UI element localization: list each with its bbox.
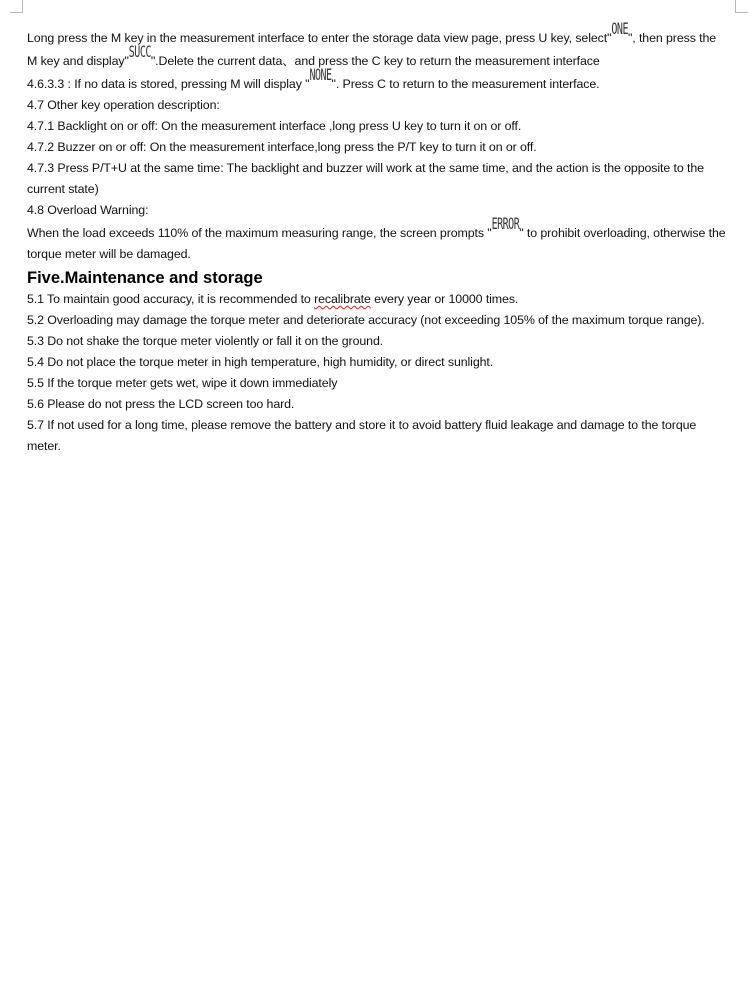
paragraph-4-7-1: 4.7.1 Backlight on or off: On the measurement interface ,long press U key to turn it on or off. xyxy=(27,119,522,133)
paragraph-5-2: 5.2 Overloading may damage the torque meter and deteriorate accuracy (not exceeding 105% of the maximum torque range). xyxy=(27,313,705,327)
text-segment: press the M key and display" xyxy=(27,31,717,68)
text-segment: Long press the M key in the measurement interface to enter the storage data view page, press U key, select" xyxy=(27,31,612,45)
paragraph-5-7: 5.7 If not used for a long time, please remove the battery and store it to avoid battery fluid leakage and damage to the torque meter. xyxy=(27,418,697,453)
paragraph-storage-view xyxy=(27,21,727,72)
lcd-display-none: NONE xyxy=(309,67,332,85)
text-segment: When the load exceeds 110% of the maximum measuring range, the screen prompts " xyxy=(27,226,492,240)
text-segment: ". Press C to return to the measurement interface. xyxy=(331,77,600,91)
lcd-display-succ: SUCC xyxy=(128,44,151,62)
spellcheck-word[interactable]: recalibrate xyxy=(314,292,371,306)
paragraph-4-7: 4.7 Other key operation description: xyxy=(27,98,220,112)
section-heading-maintenance: Five.Maintenance and storage xyxy=(27,269,263,287)
paragraph-4-6-3-3 xyxy=(27,67,727,95)
crop-mark-top-left xyxy=(10,0,23,13)
text-segment: 5.1 To maintain good accuracy, it is recommended to xyxy=(27,292,315,306)
lcd-display-one: ONE xyxy=(611,21,628,39)
text-segment: ", then xyxy=(627,31,663,45)
paragraph-4-7-2: 4.7.2 Buzzer on or off: On the measurement interface,long press the P/T key to turn it on or off. xyxy=(27,140,537,154)
paragraph-5-1 xyxy=(27,289,727,310)
text-segment: 4.6.3.3 : If no data is stored, pressing M will display " xyxy=(27,77,310,91)
lcd-display-error: ERROR xyxy=(491,216,520,234)
paragraph-5-3: 5.3 Do not shake the torque meter violently or fall it on the ground. xyxy=(27,334,384,348)
text-segment: ".Delete the current data、and press the C key to return the measurement interface xyxy=(150,54,600,68)
document-page xyxy=(27,21,727,457)
text-segment: " to prohibit overloading, otherwise the torque meter will be damaged. xyxy=(27,226,726,261)
paragraph-4-8: 4.8 Overload Warning: xyxy=(27,203,149,217)
crop-mark-top-right xyxy=(735,0,748,13)
paragraph-overload-warning xyxy=(27,216,727,265)
paragraph-5-4: 5.4 Do not place the torque meter in high temperature, high humidity, or direct sunlight. xyxy=(27,355,494,369)
paragraph-5-6: 5.6 Please do not press the LCD screen too hard. xyxy=(27,397,295,411)
paragraph-5-5: 5.5 If the torque meter gets wet, wipe it down immediately xyxy=(27,376,338,390)
paragraph-4-7-3: 4.7.3 Press P/T+U at the same time: The backlight and buzzer will work at the same time, and the action is the opposite to the current state) xyxy=(27,161,704,196)
text-segment: every year or 10000 times. xyxy=(370,292,519,306)
